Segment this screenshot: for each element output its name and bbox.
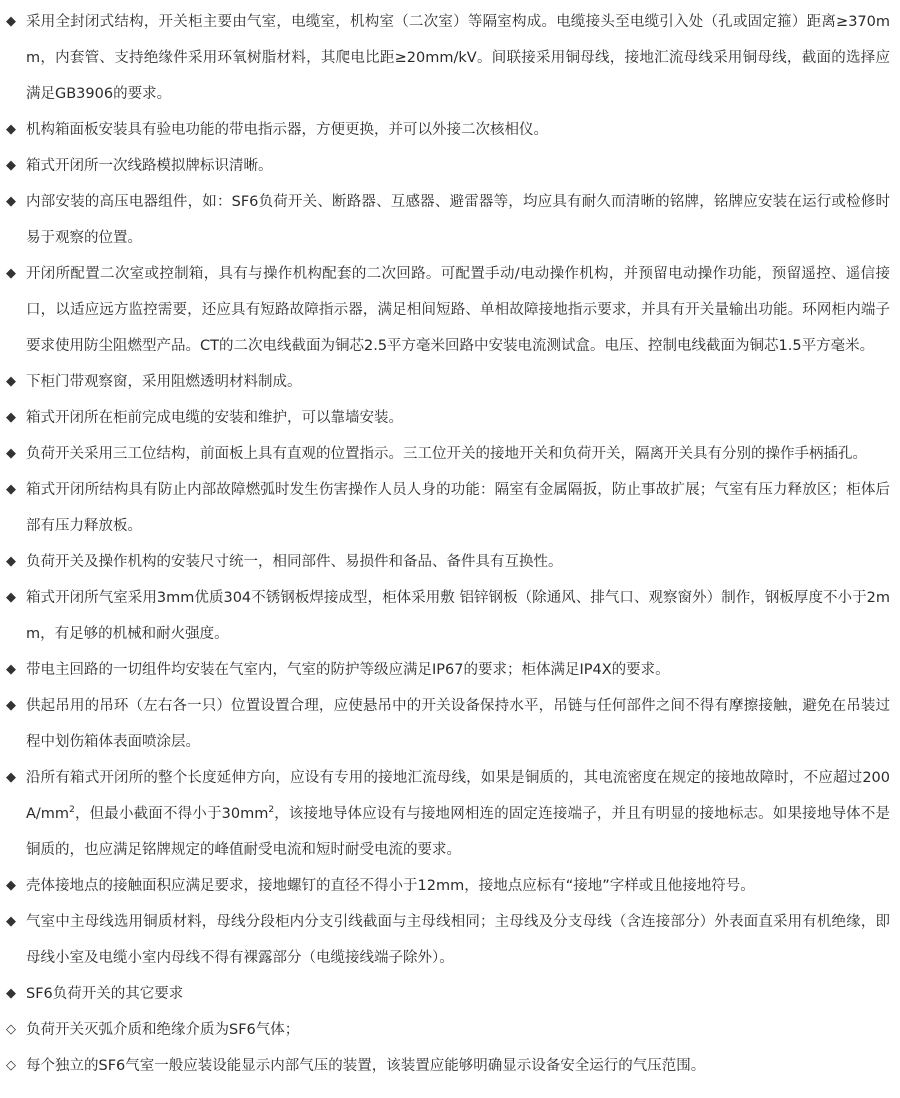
bullet-icon: ◆	[6, 986, 16, 1001]
item-text: 气室中主母线选用铜质材料，母线分段柜内分支引线截面与主母线相同；主母线及分支母线（含连接部分）外表面直采用有机绝缘，即母线小室及电缆小室内母线不得有裸露部分（电缆接线端子除外）。	[26, 914, 890, 966]
bullet-icon: ◆	[6, 698, 16, 713]
bullet-icon: ◆	[6, 770, 16, 785]
list-item	[6, 4, 890, 112]
item-text: 箱式开闭所结构具有防止内部故障燃弧时发生伤害操作人员人身的功能：隔室有金属隔扳，防止事故扩展；气室有压力释放区；柜体后部有压力释放板。	[26, 482, 890, 534]
bullet-icon: ◆	[6, 122, 16, 137]
list-item	[6, 148, 890, 184]
bullet-icon: ◆	[6, 590, 16, 605]
list-item	[6, 364, 890, 400]
list-item	[6, 580, 890, 652]
bullet-icon: ◆	[6, 14, 16, 29]
list-item	[6, 1048, 890, 1084]
bullet-icon: ◆	[6, 410, 16, 425]
hollow-bullet-icon: ◇	[6, 1022, 16, 1037]
list-item	[6, 256, 890, 364]
item-text: 负荷开关采用三工位结构，前面板上具有直观的位置指示。三工位开关的接地开关和负荷开关，隔离开关具有分别的操作手柄插孔。	[26, 446, 867, 462]
item-text: 带电主回路的一切组件均安装在气室内，气室的防护等级应满足IP67的要求；柜体满足IP4X的要求。	[26, 662, 670, 678]
bullet-icon: ◆	[6, 446, 16, 461]
item-text: 箱式开闭所在柜前完成电缆的安装和维护，可以靠墙安装。	[26, 410, 403, 426]
bullet-icon: ◆	[6, 158, 16, 173]
list-item	[6, 688, 890, 760]
list-item	[6, 904, 890, 976]
list-item	[6, 544, 890, 580]
bullet-icon: ◆	[6, 374, 16, 389]
item-text	[26, 760, 890, 868]
item-text: 内部安装的高压电器组件，如：SF6负荷开关、断路器、互感器、避雷器等，均应具有耐久而清晰的铭牌，铭牌应安装在运行或检修时易于观察的位置。	[26, 194, 890, 246]
item-text: 开闭所配置二次室或控制箱，具有与操作机构配套的二次回路。可配置手动/电动操作机构，并预留电动操作功能，预留遥控、遥信接口，以适应远方监控需要，还应具有短路故障指示器，满足相间短路、单相故障接地指示要求，并具有开关量输出功能。环网柜内端子要求使用防尘阻燃型产品。CT的二次电线截面为铜芯2.5平方毫米回路中安装电流测试盒。电压、控制电线截面为铜芯1.5平方毫米。	[26, 266, 890, 354]
bullet-icon: ◆	[6, 266, 16, 281]
list-item	[6, 436, 890, 472]
bullet-icon: ◆	[6, 554, 16, 569]
item-text-part: ，该接地导体应设有与接地网相连的固定连接端子，并且有明显的接地标志。如果接地导体不是铜质的，也应满足铭牌规定的峰值耐受电流和短时耐受电流的要求。	[26, 806, 891, 858]
list-item	[6, 868, 890, 904]
item-text: 壳体接地点的接触面积应满足要求，接地螺钉的直径不得小于12mm，接地点应标有“接地”字样或且他接地符号。	[26, 878, 755, 894]
list-item	[6, 184, 890, 256]
hollow-bullet-icon: ◇	[6, 1058, 16, 1073]
item-text: 每个独立的SF6气室一般应装设能显示内部气压的装置，该装置应能够明确显示设备安全运行的气压范围。	[26, 1058, 706, 1074]
item-text: 箱式开闭所一次线路模拟牌标识清晰。	[26, 158, 273, 174]
item-text-part: ，但最小截面不得小于30mm	[74, 806, 269, 822]
bullet-icon: ◆	[6, 194, 16, 209]
list-item	[6, 400, 890, 436]
list-item	[6, 760, 890, 868]
list-item	[6, 652, 890, 688]
list-item	[6, 976, 890, 1012]
bullet-icon: ◆	[6, 914, 16, 929]
bullet-icon: ◆	[6, 482, 16, 497]
superscript-exponent: 2	[268, 805, 275, 816]
item-text: SF6负荷开关的其它要求	[26, 986, 184, 1002]
list-item	[6, 472, 890, 544]
bullet-icon: ◆	[6, 878, 16, 893]
item-text: 箱式开闭所气室采用3mm优质304不锈钢板焊接成型，柜体采用敷 铝锌钢板（除通风、排气口、观察窗外）制作，钢板厚度不小于2mm，有足够的机械和耐火强度。	[26, 590, 890, 642]
item-text: 负荷开关灭弧介质和绝缘介质为SF6气体；	[26, 1022, 300, 1038]
bullet-icon: ◆	[6, 662, 16, 677]
item-text: 供起吊用的吊环（左右各一只）位置设置合理，应使悬吊中的开关设备保持水平，吊链与任何部件之间不得有摩擦接触，避免在吊装过程中划伤箱体表面喷涂层。	[26, 698, 890, 750]
item-text: 负荷开关及操作机构的安装尺寸统一，相同部件、易损件和备品、备件具有互换性。	[26, 554, 563, 570]
superscript-exponent: 2	[69, 805, 75, 816]
item-text: 机构箱面板安装具有验电功能的带电指示器，方便更换，并可以外接二次核相仪。	[26, 122, 548, 138]
list-item	[6, 112, 890, 148]
item-text: 采用全封闭式结构，开关柜主要由气室，电缆室，机构室（二次室）等隔室构成。电缆接头至电缆引入处（孔或固定箍）距离≥370mm，内套管、支持绝缘件采用环氧树脂材料，其爬电比距≥20mm/kV。间联接采用铜母线，接地汇流母线采用铜母线，截面的选择应满足GB3906的要求。	[26, 14, 890, 102]
item-text-part: 沿所有箱式开闭所的整个长度延伸方向，应设有专用的接地汇流母线，如果是铜质的，其电流密度在规定的接地故障时，不应超过200A/mm	[26, 770, 890, 822]
item-text: 下柜门带观察窗，采用阻燃透明材料制成。	[26, 374, 302, 390]
list-item	[6, 1012, 890, 1048]
